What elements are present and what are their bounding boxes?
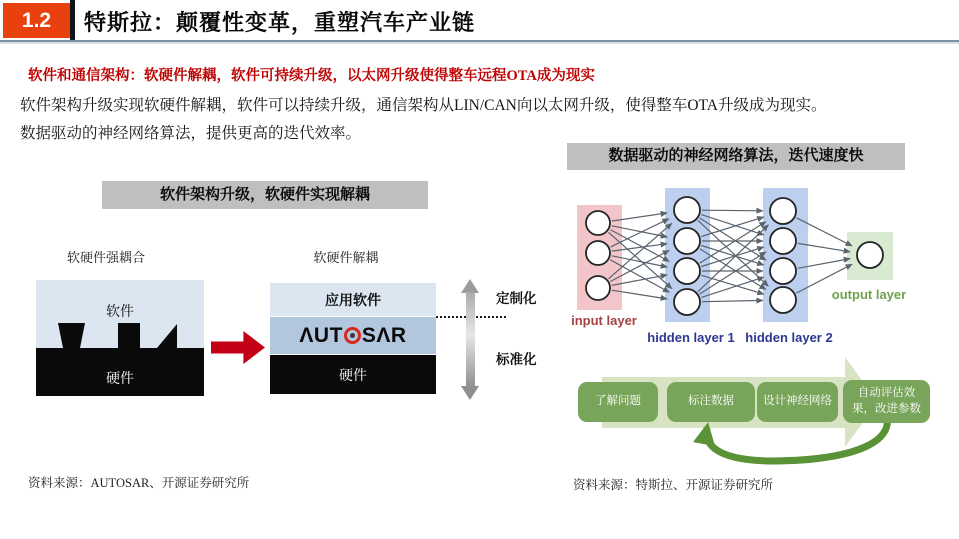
application-software-box: 应用软件 — [270, 283, 436, 316]
axis-label-standard: 标准化 — [496, 352, 537, 367]
hidden-layer-1-label: hidden layer 1 — [647, 330, 735, 345]
axis-arrow-shaft — [466, 292, 475, 387]
autosar-middleware-box — [270, 317, 436, 354]
hardware-label: 硬件 — [106, 372, 134, 387]
software-label: 软件 — [106, 305, 134, 320]
body-line: 软件架构升级实现软硬件解耦，软件可以持续升级，通信架构从LIN/CAN向以太网升级，使得整车OTA升级成为现实。 — [20, 97, 827, 114]
decoupled-stack-title: 软硬件解耦 — [313, 250, 379, 265]
header-rule-shadow — [0, 42, 959, 44]
flow-step-2: 标注数据 — [667, 382, 755, 422]
autosar-logo-right: SΛR — [361, 323, 407, 347]
transition-arrow-icon — [211, 331, 265, 364]
decoupled-stack-diagram — [270, 283, 436, 394]
coupled-stack-diagram — [36, 280, 204, 396]
axis-arrow-down-icon — [461, 386, 479, 400]
axis-arrow-up-icon — [461, 279, 479, 293]
right-panel-header: 数据驱动的神经网络算法，迭代速度快 — [567, 143, 905, 170]
left-source-note: 资料来源：AUTOSAR、开源证券研究所 — [28, 476, 250, 490]
autosar-logo — [299, 324, 406, 348]
body-paragraph — [20, 92, 826, 148]
right-source-note: 资料来源：特斯拉、开源证券研究所 — [573, 478, 774, 492]
body-line: 数据驱动的神经网络算法，提供更高的迭代效率。 — [20, 125, 362, 142]
flow-step-4: 自动评估效果，改进参数 — [843, 380, 930, 423]
autosar-logo-left: ΛUT — [299, 323, 343, 347]
flow-step-1: 了解问题 — [578, 382, 658, 422]
autosar-o-icon — [344, 327, 361, 344]
axis-label-custom: 定制化 — [496, 291, 537, 306]
header-divider-bar — [70, 0, 75, 40]
flow-step-3: 设计神经网络 — [757, 382, 838, 422]
hardware-box: 硬件 — [270, 355, 436, 394]
key-point-subtitle: 软件和通信架构：软硬件解耦，软件可持续升级，以太网升级使得整车远程OTA成为现实 — [28, 68, 595, 84]
input-layer-label: input layer — [571, 313, 637, 328]
output-layer-label: output layer — [831, 287, 907, 302]
hidden-layer-2-label: hidden layer 2 — [745, 330, 833, 345]
page-title: 特斯拉：颠覆性变革，重塑汽车产业链 — [84, 10, 476, 35]
left-panel-header: 软件架构升级，软硬件实现解耦 — [102, 181, 428, 209]
coupled-stack-title: 软硬件强耦合 — [66, 250, 145, 265]
section-number-badge: 1.2 — [3, 3, 70, 38]
